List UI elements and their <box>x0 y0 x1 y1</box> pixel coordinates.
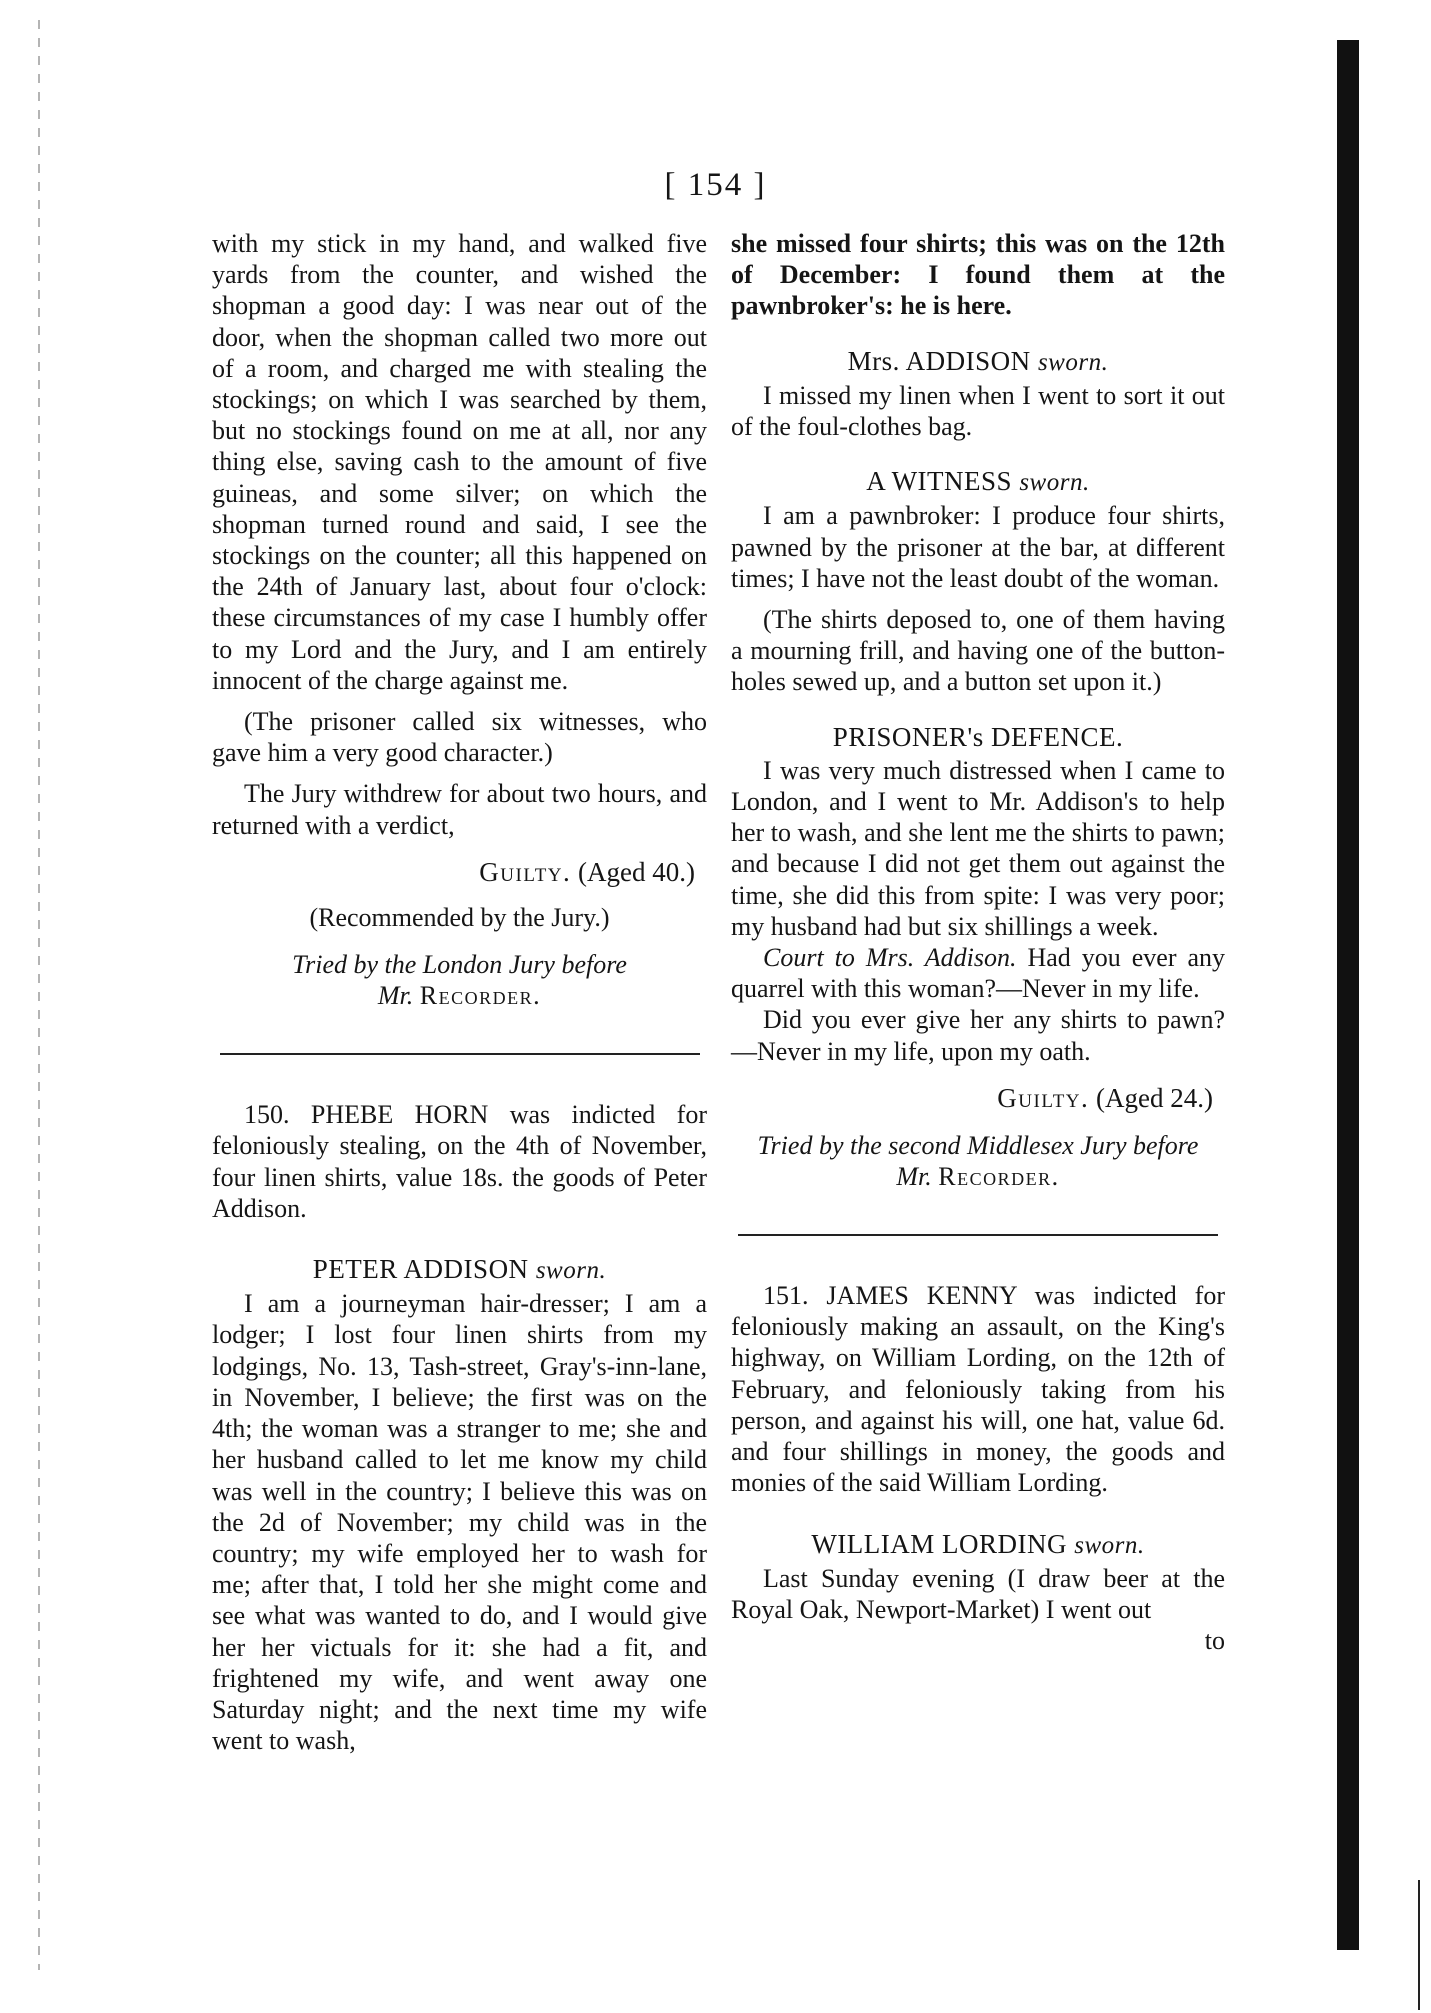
verdict-line <box>731 1083 1213 1114</box>
question-two: Did you ever give her any shirts to pawn? —Never in my life, upon my oath. <box>731 1005 1225 1066</box>
sworn-label: sworn. <box>1074 1531 1145 1559</box>
court-label: Court to Mrs. Addison. <box>763 943 1017 973</box>
page-edge-left <box>38 20 40 1970</box>
tried-line: Tried by the second Middlesex Jury before <box>757 1131 1199 1161</box>
witness-name: Mrs. ADDISON <box>847 345 1031 376</box>
tried-recorder: Recorder. <box>938 1162 1060 1192</box>
page-number: [ 154 ] <box>664 167 767 203</box>
sworn-label: sworn. <box>535 1257 607 1285</box>
tried-mr: Mr. <box>896 1162 932 1192</box>
william-testimony: Last Sunday evening (I draw beer at the Royal Oak, Newport-Market) I went out <box>731 1563 1225 1624</box>
sworn-label: sworn. <box>1019 469 1090 497</box>
recommendation: (Recommended by the Jury.) <box>309 903 610 933</box>
verdict-word: Guilty. <box>997 1082 1090 1113</box>
verdict-word: Guilty. <box>479 856 572 887</box>
tried-mr: Mr. <box>377 981 414 1011</box>
page-edge-line <box>1418 1880 1420 2010</box>
witness-name: PETER ADDISON <box>312 1254 529 1285</box>
left-column <box>212 228 707 1756</box>
page-binding-shadow <box>1337 40 1359 1950</box>
verdict-age: (Aged 40.) <box>578 856 695 887</box>
shirts-note: (The shirts deposed to, one of them having a mourning frill, and having one of the button-holes sewed up, and a button set upon it.) <box>731 605 1225 697</box>
tried-line: Tried by the London Jury before <box>292 950 627 980</box>
section-divider <box>220 1053 700 1055</box>
witness-heading-pawnbroker <box>731 466 1225 498</box>
case-150-indictment: 150. PHEBE HORN was indicted for feloniously stealing, on the 4th of November, four linen shirts, value 18s. the goods of Peter Addison. <box>212 1100 707 1223</box>
tried-note <box>212 949 707 1011</box>
court-question-text: Had you ever any quarrel with this woman?—Never in my life. <box>731 943 1225 1004</box>
verdict-age: (Aged 24.) <box>1096 1082 1213 1113</box>
tried-recorder-line <box>212 980 707 1011</box>
tried-recorder-line <box>731 1161 1225 1192</box>
tried-recorder: Recorder. <box>419 981 542 1011</box>
witness-name: A WITNESS <box>866 466 1013 497</box>
verdict-line <box>212 857 695 888</box>
catchword: to <box>1204 1626 1225 1656</box>
witness-heading-peter <box>212 1254 707 1286</box>
section-divider <box>738 1234 1218 1236</box>
tried-note <box>731 1130 1225 1192</box>
witnesses-note: (The prisoner called six witnesses, who gave him a very good character.) <box>212 707 707 768</box>
case-151-indictment: 151. JAMES KENNY was indicted for feloniously making an assault, on the King's highway, on William Lording, on the 12th of February, and feloniously taking from his person, and against his will, one hat, value 6d. and four shillings in money, the goods and monies of the said William Lording. <box>731 1281 1225 1498</box>
witness-heading-william <box>731 1529 1225 1561</box>
continuation-text: she missed four shirts; this was on the 12th of December: I found them at the pawnbroker's: he is here. <box>731 229 1225 321</box>
defence-text: I was very much distressed when I came to London, and I went to Mr. Addison's to help her to wash, and she lent me the shirts to pawn; and because I did not get them out against the time, she did this from spite: I was very poor; my husband had but six shillings a week. <box>731 755 1225 941</box>
peter-testimony: I am a journeyman hair-dresser; I am a lodger; I lost four linen shirts from my lodgings, No. 13, Tash-street, Gray's-inn-lane, in November, I believe; the first was on the 4th; the woman was a stranger to me; she and her husband called to let me know my child was well in the country; I believe this was on the 2d of November; my child was in the country; my wife employed her to wash for me; after that, I told her she might come and see what was wanted to do, and I would give her her victuals for it: she had a fit, and frightened my wife, and went away one Saturday night; and the next time my wife went to wash, <box>212 1289 707 1756</box>
jury-note: The Jury withdrew for about two hours, and returned with a verdict, <box>212 779 707 840</box>
continuation-text: with my stick in my hand, and walked five yards from the counter, and wished the shopman a good day: I was near out of the door, when the shopman called two more out of a room, and charged me with stealing the stockings; on which I was searched by them, but no stockings found on me at all, nor any thing else, saving cash to the amount of five guineas, and some silver; on which the shopman turned round and said, I see the stockings on the counter; all this happened on the 24th of January last, about four o'clock: these circumstances of my case I humbly offer to my Lord and the Jury, and I am entirely innocent of the charge against me. <box>212 229 707 695</box>
witness-heading-mrs-addison <box>731 346 1225 378</box>
mrs-addison-testimony: I missed my linen when I went to sort it out of the foul-clothes bag. <box>731 380 1225 442</box>
court-question <box>731 942 1225 1004</box>
pawnbroker-testimony: I am a pawnbroker: I produce four shirts, pawned by the prisoner at the bar, at different times; I have not the least doubt of the woman. <box>731 501 1225 593</box>
witness-name: WILLIAM LORDING <box>811 1528 1068 1559</box>
defence-heading: PRISONER's DEFENCE. <box>832 721 1124 752</box>
sworn-label: sworn. <box>1037 348 1109 376</box>
right-column <box>731 228 1225 1656</box>
